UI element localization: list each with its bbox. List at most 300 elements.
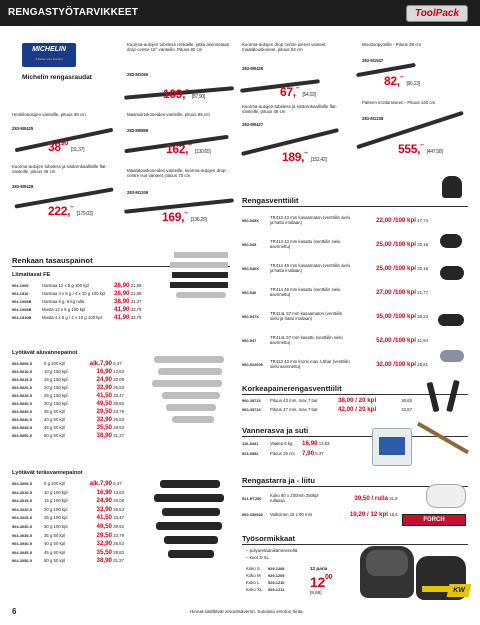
iron-price-9: 169,– [136,29] — [162, 210, 207, 224]
row-desc: 5 g 100 kpl — [44, 481, 66, 486]
row-price: 42,00 / 20 kpl — [338, 406, 377, 413]
row-price: 32,90 — [96, 505, 112, 513]
price-decimals: 90 — [60, 140, 68, 147]
old-price: [130,65] — [194, 149, 211, 155]
glove-image — [360, 546, 414, 598]
valve-images — [436, 176, 470, 376]
iron-desc-7: Palteen irrottamiseen - Pituus 140 cm — [362, 100, 436, 105]
row-desc: 15 g 100 kpl — [44, 498, 68, 504]
iron-price-1: 109,– [87,90] — [163, 87, 205, 101]
row-old: 26,53 — [113, 541, 124, 547]
iron-desc-6: Kuorma-autojen tubeless ja sisärenkaallisille flat-vanteille, pituus 46 cm — [242, 104, 337, 115]
pack-size: 12 paria — [310, 566, 328, 571]
row-code: 900-546 — [242, 289, 257, 295]
hp-valve-rows — [242, 397, 442, 415]
iron-code-4: 283-M0425 — [12, 126, 34, 131]
row-price: alk.7,90 — [89, 360, 112, 367]
forch-label: FORCH — [423, 517, 445, 523]
michelin-logo — [22, 43, 76, 67]
row-old: 21,69 — [130, 283, 142, 288]
row-old: 21,77 — [417, 289, 428, 295]
row-old: 6,37 — [113, 481, 122, 486]
row-price: 29,50 — [96, 408, 112, 415]
row-code: 900-339530 — [242, 511, 263, 517]
row-code: 904-5015-5 — [12, 377, 32, 382]
row-desc: Pituus 43 mm, max 7 bar — [270, 398, 318, 403]
table-row — [242, 440, 362, 450]
table-row — [242, 450, 362, 460]
row-desc: 45 g 50 kpl — [44, 425, 66, 430]
row-code: 904-1005B — [12, 307, 32, 312]
row-price: 16,90 — [96, 368, 112, 375]
row-old: 26,53 — [113, 417, 124, 422]
old-price: [447,58] — [426, 149, 443, 155]
list-item — [246, 566, 306, 573]
row-desc: 40 g 50 kpl — [44, 541, 66, 547]
row-code: 904-3050-5 — [12, 558, 32, 564]
iron-code-2: 283-M0426 — [242, 66, 264, 71]
row-old: 13,63 — [113, 489, 124, 495]
row-desc: Musta 12 x 5 g 100 kpl — [42, 307, 86, 312]
row-code: 904-1510 — [12, 291, 29, 296]
table-row — [12, 408, 132, 416]
iron-price-4 — [48, 140, 84, 154]
row-code: 904-3005-5 — [12, 481, 32, 486]
iron-desc-3: Moottoripyörille - Pituus 38 cm — [362, 42, 422, 47]
old-price: [66,13] — [406, 81, 420, 87]
price-decimals: 00 — [324, 574, 333, 581]
row-price: 39,50 / rulla — [354, 494, 388, 502]
row-code: 904-5020-5 — [12, 385, 32, 390]
row-old: 26,53 — [113, 385, 124, 390]
row-desc: Valkoinen 18 x 90 mm — [270, 511, 313, 517]
row-old: 31,37 — [130, 299, 142, 304]
row-code: 904-5005-5 — [12, 361, 32, 366]
table-row — [12, 557, 132, 566]
size-code: 929-1209 — [268, 573, 285, 578]
table-row — [12, 314, 172, 322]
iron-desc-9: Maatalouskoneiden vanteille, kuorma-autojen drop-centre isot vanteet, pituus 75 cm. — [127, 168, 227, 179]
fe-rows — [12, 282, 172, 322]
row-desc: 15 g 100 kpl — [44, 377, 68, 382]
table-row — [242, 208, 432, 232]
size-label: Koko XL — [246, 587, 263, 592]
steel-title: Lyötävät teräsvannepainot — [12, 470, 83, 476]
price-value: 109, — [163, 87, 186, 101]
row-old: 20,08 — [113, 377, 124, 382]
row-code: 904-5025-5 — [12, 393, 32, 398]
row-price: 25,00 /100 kpl — [376, 264, 416, 272]
row-desc: 35 g 50 kpl — [44, 409, 66, 414]
old-price: [152,42] — [310, 157, 327, 163]
table-row — [12, 298, 172, 306]
price-value: 162, — [166, 142, 189, 156]
row-old: 31,37 — [113, 433, 124, 438]
row-old: 23,79 — [113, 532, 124, 538]
row-old: 28,63 — [113, 425, 124, 430]
row-price: 35,50 — [96, 548, 112, 556]
page-title: RENGASTYÖTARVIKKEET — [8, 7, 139, 18]
row-code: 904-5050-5 — [12, 433, 32, 438]
row-code: 900-522009 — [242, 361, 263, 367]
table-row — [12, 360, 132, 368]
table-row — [242, 406, 442, 415]
iron-price-6: 189,– [152,42] — [282, 150, 327, 164]
row-old: 15,4 — [389, 511, 398, 517]
row-code: 904-1510B — [12, 315, 32, 320]
table-row — [12, 549, 132, 558]
old-price: [136,29] — [190, 217, 207, 223]
patch-rows — [242, 488, 422, 520]
row-code: 921-RT250 — [242, 495, 262, 501]
row-desc: TR413 43 mm kasaamaton (venttiilin sielu ja hattu irrallaan) — [270, 215, 351, 225]
bullet-text: polyuretaanikämmenellä — [249, 548, 298, 553]
row-old: 26,53 — [113, 506, 124, 512]
row-desc: Vaalea 5 kg — [270, 441, 293, 446]
row-code: 900-545 — [242, 241, 257, 247]
row-price: 16,90 — [96, 488, 112, 496]
row-code: 904-5030-5 — [12, 401, 32, 406]
row-old: 33,47 — [113, 515, 124, 521]
row-desc: 5 g 100 kpl — [44, 361, 66, 366]
row-old: 25,81 — [417, 361, 428, 367]
table-row — [12, 497, 132, 506]
table-row — [12, 424, 132, 432]
kw-logo — [447, 584, 472, 597]
glove-sizes — [246, 566, 306, 594]
row-price: 25,00 /100 kpl — [376, 240, 416, 248]
row-price: 26,90 — [114, 290, 130, 297]
brush-image — [417, 422, 469, 454]
iron-price-8: 222,– [179,03] — [48, 204, 93, 218]
row-code: 904-1005B — [12, 299, 32, 304]
row-old: 31,37 — [113, 558, 124, 564]
size-code: 929-1211 — [268, 587, 285, 592]
table-row — [242, 256, 432, 280]
glove-price — [310, 574, 332, 590]
row-old: 6,37 — [315, 451, 324, 456]
size-label: Koko S — [246, 566, 260, 571]
row-price: 16,90 — [302, 440, 318, 447]
paste-rows — [242, 440, 362, 460]
row-old: 20,08 — [113, 498, 124, 504]
michelin-title: Michelin rengasraudat — [22, 74, 92, 81]
row-old: 13,63 — [318, 441, 330, 446]
price-value: 189, — [282, 150, 305, 164]
row-old: 17,74 — [417, 217, 428, 223]
row-price: 27,00 /100 kpl — [376, 288, 416, 296]
row-desc: Musta 4 x 5 g / 4 x 10 g 100 kpl — [42, 315, 102, 320]
list-item — [246, 573, 306, 580]
price-value: 38 — [48, 140, 61, 154]
table-row — [12, 376, 132, 384]
patch-roll-image — [426, 484, 466, 508]
row-code: 904-3020-5 — [12, 506, 32, 512]
row-price: 26,90 — [114, 282, 130, 289]
row-desc: Pituus 29 cm — [270, 451, 295, 456]
table-row — [12, 306, 172, 314]
hp-valve-image — [426, 376, 470, 416]
table-row — [12, 416, 132, 424]
iron-code-7: 283-M1238 — [362, 116, 384, 121]
steel-rows — [12, 480, 132, 566]
row-desc: TR413 43 mm kasattu (venttiilin sielu asennettu) — [270, 239, 341, 249]
row-old: 39,92 — [113, 523, 124, 529]
row-price: 22,00 /100 kpl — [376, 216, 416, 224]
row-code: 904-5045-5 — [12, 425, 32, 430]
row-old: 33,79 — [130, 307, 142, 312]
list-item — [246, 587, 306, 594]
row-old: 39,92 — [113, 401, 124, 406]
row-price: 35,50 — [96, 424, 112, 431]
valve-rows — [242, 208, 432, 376]
row-code: 904-3040-5 — [12, 541, 32, 547]
divider — [242, 544, 468, 545]
row-old: 33,87 — [401, 407, 412, 412]
table-row — [12, 432, 132, 440]
row-price: 49,50 — [96, 400, 112, 407]
table-row — [242, 280, 432, 304]
size-code: 929-1210 — [268, 580, 285, 585]
footer-note: Hinnat sisältävät arvonlisäveron. Suluissa veroton hinta. — [190, 609, 304, 614]
old-price: [54,03] — [302, 92, 316, 98]
iron-code-6: 283-M0427 — [242, 122, 264, 127]
glove-old-price: [9,68] — [310, 590, 322, 595]
row-desc: Harmaa 5 g, 6 kg rulla — [42, 299, 85, 304]
row-price: 38,90 — [96, 432, 112, 439]
price-value: 555, — [398, 142, 421, 156]
table-row — [12, 540, 132, 549]
table-row — [12, 384, 132, 392]
row-desc: TR414L 57 mm kasaamaton (venttiilin sielu ja hattu irrallaan) — [270, 311, 343, 321]
row-code: 904-3030-5 — [12, 523, 32, 529]
row-code: 900-547 — [242, 337, 257, 343]
iron-code-9: 283-M1209 — [127, 190, 149, 195]
row-code: 904-3015-5 — [12, 498, 32, 504]
row-price: 38,90 — [96, 557, 112, 565]
iron-code-1: 283-M1060 — [127, 72, 149, 77]
forch-chalk-image — [402, 514, 466, 526]
row-code: 116-5431 — [242, 441, 259, 446]
row-old: 20,16 — [417, 241, 428, 247]
table-row — [12, 523, 132, 532]
row-desc: TR414 49 mm kasattu (venttiilin sielu asennettu) — [270, 287, 341, 297]
row-price: 7,90 — [302, 450, 315, 457]
divider — [242, 206, 468, 207]
row-price: alk.7,90 — [89, 480, 112, 487]
row-desc: 25 g 100 kpl — [44, 515, 68, 521]
steel-weights-image — [150, 478, 230, 578]
price-value: 222, — [48, 204, 71, 218]
row-desc: 40 g 50 kpl — [44, 417, 66, 422]
row-code: 904-1005 — [12, 283, 29, 288]
row-price: 32,90 — [96, 540, 112, 548]
row-desc: 50 g 50 kpl — [44, 433, 66, 438]
row-price: 49,50 — [96, 522, 112, 530]
row-old: 33,47 — [113, 393, 124, 398]
row-code: 900-545X — [242, 217, 259, 223]
row-code: 900-547X — [242, 313, 259, 319]
size-code: 929-1208 — [268, 566, 285, 571]
old-price: [87,90] — [191, 94, 205, 100]
old-price: [179,03] — [76, 211, 93, 217]
row-desc: Pituus 47 mm, max 7 bar — [270, 407, 318, 412]
alu-rows — [12, 360, 132, 440]
table-row — [12, 532, 132, 541]
row-old: 33,79 — [130, 315, 142, 320]
row-desc: TR414L 57 mm kasattu (venttiilin sielu asennettu) — [270, 335, 343, 345]
row-old: 31,8 — [389, 495, 398, 501]
divider — [242, 436, 468, 437]
gloves-title: Työsormikkaat — [242, 534, 296, 543]
row-desc: Harmaa 12 x 5 g 100 kpl — [42, 283, 89, 288]
price-value: 82, — [384, 74, 400, 88]
row-price: 24,90 — [96, 376, 112, 383]
row-code: 904-3045-5 — [12, 549, 32, 555]
row-old: 6,37 — [113, 361, 122, 366]
price-value: 67, — [280, 85, 296, 99]
alu-title: Lyötävät aluvannepainot — [12, 350, 78, 356]
row-desc: 10 g 100 kpl — [44, 489, 68, 495]
row-desc: Koko 80 x 200mm 250kpl rullassa — [270, 493, 319, 503]
iron-code-8: 283-M0428 — [12, 184, 34, 189]
row-desc: 25 g 100 kpl — [44, 393, 68, 398]
valves-title: Rengasventtiilit — [242, 196, 299, 205]
table-row — [12, 368, 132, 376]
row-desc: TR414 49 mm kasaamaton (venttiilin sielu ja hattu irrallaan) — [270, 263, 351, 273]
row-price: 38,90 — [114, 298, 130, 305]
row-price: 41,90 — [114, 306, 130, 313]
table-row — [12, 489, 132, 498]
row-code: 900-35715 — [242, 398, 261, 403]
row-old: 23,79 — [113, 409, 124, 414]
iron-price-5: 162,– [130,65] — [166, 142, 211, 156]
fe-title: Liimattavat FE — [12, 272, 51, 278]
iron-price-2: 67,– [54,03] — [280, 85, 316, 99]
row-price: 35,00 /100 kpl — [376, 312, 416, 320]
row-price: 41,50 — [96, 392, 112, 399]
page-number: 6 — [12, 607, 17, 616]
table-row — [242, 488, 422, 508]
row-price: 32,90 — [96, 384, 112, 391]
row-code: 904-3035-5 — [12, 532, 32, 538]
row-desc: 10 g 100 kpl — [44, 369, 68, 374]
kw-logo-text: KW — [453, 587, 465, 594]
row-price: 41,50 — [96, 514, 112, 522]
row-desc: 20 g 100 kpl — [44, 385, 68, 390]
row-desc: 45 g 50 kpl — [44, 549, 66, 555]
page-header — [0, 0, 480, 26]
table-row — [12, 290, 172, 298]
table-row — [12, 400, 132, 408]
iron-desc-8: Kuorma-autojen tubeless ja sisärenkaallisille flat-vanteille, pituus 46 cm — [12, 164, 107, 175]
paste-title: Vannerasva ja suti — [242, 426, 309, 435]
row-desc: TR413 43 mm kromi max 4,5bar (venttiilin sielu asennettu) — [270, 359, 350, 369]
row-desc: 30 g 100 kpl — [44, 401, 68, 406]
size-label: Koko L — [246, 580, 260, 585]
table-row — [242, 352, 432, 376]
glove-bullet: – polyuretaanikämmenellä — [246, 548, 298, 553]
table-row — [242, 328, 432, 352]
iron-desc-4: Henkilöautojen vanteille, pituus 38 cm — [12, 112, 86, 117]
glove-bullet: – koot S-XL — [246, 555, 269, 560]
row-price: 41,90 — [114, 314, 130, 321]
balancing-title: Renkaan tasauspainot — [12, 256, 93, 265]
row-old: 41,94 — [417, 337, 428, 343]
iron-desc-1: Kuorma-autojen tubeless renkaille, jotka asennetaan drop-centre 15° vanteille. Pituus 80 cm — [127, 42, 230, 53]
iron-code-5: 283-M0858 — [127, 128, 149, 133]
iron-desc-5: Maansiirtokoneiden vanteille, pituus 95 cm — [127, 112, 210, 117]
row-code: 904-5035-5 — [12, 409, 32, 414]
iron-price-7: 555,– [447,58] — [398, 142, 443, 156]
paste-bucket-image — [372, 428, 412, 466]
row-old: 21,69 — [130, 291, 142, 296]
row-code: 923-5952 — [242, 451, 259, 456]
table-row — [242, 304, 432, 328]
row-desc: 50 g 50 kpl — [44, 558, 66, 564]
row-price: 38,00 / 20 kpl — [338, 397, 377, 404]
price-value: 12 — [310, 574, 325, 590]
michelin-logo-text: MICHELIN — [32, 46, 66, 53]
bullet-text: koot S-XL — [249, 555, 269, 560]
size-label: Koko M — [246, 573, 261, 578]
row-old: 28,63 — [113, 549, 124, 555]
iron-desc-2: Kuorma-autojen drop centre pienet vanteet, maatalouskoneet, pituus 53 cm — [242, 42, 327, 53]
row-price: 24,90 — [96, 497, 112, 505]
row-old: 30,65 — [401, 398, 412, 403]
row-desc: Harmaa 4 x 5 g / 4 x 10 g 100 kpl — [42, 291, 106, 296]
hp-valves-title: Korkeapainerengasventtiilit — [242, 384, 342, 393]
logo-text: ToolPack — [414, 8, 460, 19]
table-row — [242, 397, 442, 406]
row-price: 29,50 — [96, 531, 112, 539]
table-row — [242, 232, 432, 256]
row-code: 900-546X — [242, 265, 259, 271]
table-row — [12, 506, 132, 515]
table-row — [12, 514, 132, 523]
row-price: 52,00 /100 kpl — [376, 336, 416, 344]
patches-title: Rengastarra ja - liitu — [242, 476, 316, 485]
table-row — [12, 282, 172, 290]
iron-price-3: 82,– [66,13] — [384, 74, 420, 88]
row-code: 904-3010-5 — [12, 489, 32, 495]
row-price: 32,00 /100 kpl — [376, 360, 416, 368]
row-code: 900-35716 — [242, 407, 261, 412]
row-code: 904-5040-5 — [12, 417, 32, 422]
row-old: 20,16 — [417, 265, 428, 271]
weight-strips-image — [170, 250, 232, 300]
row-desc: 35 g 50 kpl — [44, 532, 66, 538]
toolpack-logo — [406, 5, 468, 22]
list-item — [246, 580, 306, 587]
table-row — [242, 508, 422, 520]
row-price: 32,90 — [96, 416, 112, 423]
table-row — [12, 392, 132, 400]
alu-weights-image — [150, 354, 230, 434]
row-code: 904-5010-5 — [12, 369, 32, 374]
price-value: 169, — [162, 210, 185, 224]
iron-code-3: 283-M1547 — [362, 58, 384, 63]
michelin-tagline: A better way forward — [35, 57, 63, 61]
table-row — [12, 480, 132, 489]
old-price: [31,37] — [70, 147, 85, 153]
row-old: 13,63 — [113, 369, 124, 374]
row-desc: 20 g 100 kpl — [44, 506, 68, 512]
row-desc: 30 g 100 kpl — [44, 523, 68, 529]
row-price: 19,20 / 12 kpl — [349, 510, 388, 518]
row-code: 904-3025-5 — [12, 515, 32, 521]
row-old: 28,23 — [417, 313, 428, 319]
